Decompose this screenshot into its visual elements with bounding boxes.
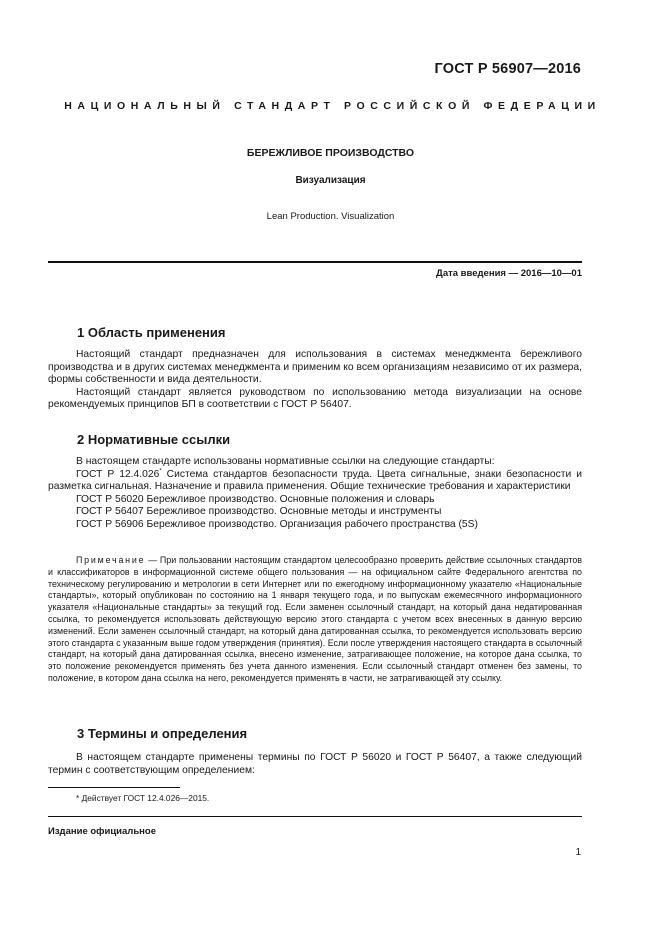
section-1-heading: 1 Область применения [77, 325, 226, 340]
footnote-divider [48, 787, 180, 788]
section-1-paragraph: Настоящий стандарт предназначен для использования в системах менеджмента бережливого производства и в других системах менеджмента и применим ко всем организациям независимо от их размера, формы собственности и вида деятельности. [48, 349, 582, 385]
section-3-heading: 3 Термины и определения [77, 726, 248, 741]
section-2-body [48, 456, 582, 531]
document-subtitle: Визуализация [295, 175, 366, 186]
page-number: 1 [575, 847, 581, 858]
section-1-paragraph: Настоящий стандарт является руководством по использованию метода визуализации на основе рекомендуемых принципов БП в соответствии с ГОСТ Р 56407. [48, 386, 582, 410]
title-divider [48, 261, 582, 263]
reference-item: ГОСТ Р 56407 Бережливое производство. Основные методы и инструменты [76, 506, 442, 517]
note-text: — При пользовании настоящим стандартом целесообразно проверить действие ссылочных стандартов и классификаторов в информационной системе общего пользования — на официальном сайте Федерального агентства по техническому регулированию и метрологии в сети Интернет или по ежегодному информационному указателю «Национальные стандарты», который опубликован по состоянию на 1 января текущего года, и по выпускам ежемесячного информационного указателя «Национальные стандарты» за текущий год. Если заменен ссылочный стандарт, на который дана недатированная ссылка, то рекомендуется использовать действующую версию этого стандарта с учетом всех внесенных в данную версию изменений. Если заменен ссылочный стандарт, на который дана датированная ссылка, то рекомендуется использовать версию этого стандарта с указанным выше годом утверждения (принятия). Если после утверждения настоящего стандарта в ссылочный стандарт, на который дана датированная ссылка, внесено изменение, затрагивающее положение, на которое дана ссылка, то это положение рекомендуется применять без учета данного изменения. Если ссылочный стандарт отменен без замены, то положение, в котором дана ссылка на него, рекомендуется применять в части, не затрагивающей эту ссылку. [48, 555, 582, 683]
english-title: Lean Production. Visualization [266, 211, 395, 222]
reference-item: ГОСТ Р 56906 Бережливое производство. Организация рабочего пространства (5S) [76, 518, 478, 530]
reference-item [48, 469, 582, 494]
reference-item: ГОСТ Р 56020 Бережливое производство. Основные положения и словарь [76, 493, 435, 505]
section-2-heading: 2 Нормативные ссылки [77, 432, 231, 447]
section-3-body [48, 752, 582, 777]
section-1-body [48, 349, 582, 412]
section-2-intro: В настоящем стандарте использованы нормативные ссылки на следующие стандарты: [76, 456, 495, 467]
footer-divider [48, 816, 582, 817]
official-edition-label: Издание официальное [48, 826, 156, 837]
reference-note [48, 555, 582, 685]
document-code: ГОСТ Р 56907—2016 [434, 61, 581, 77]
introduction-date: Дата введения — 2016—10—01 [436, 268, 582, 279]
document-title: БЕРЕЖЛИВОЕ ПРОИЗВОДСТВО [246, 147, 415, 159]
footnote: * Действует ГОСТ 12.4.026—2015. [76, 793, 210, 803]
national-standard-heading: НАЦИОНАЛЬНЫЙ СТАНДАРТ РОССИЙСКОЙ ФЕДЕРАЦИИ [64, 100, 601, 112]
reference-text: Система стандартов безопасности труда. Цвета сигнальные, знаки безопасности и разметка сигнальная. Назначение и правила применения. Общие технические требования и характеристики [48, 468, 583, 492]
footnote-marker: * [159, 468, 162, 475]
reference-code: ГОСТ Р 12.4.026 [76, 468, 160, 480]
section-3-paragraph: В настоящем стандарте применены термины по ГОСТ Р 56020 и ГОСТ Р 56407, а также следующий термин с соответствующим определением: [48, 752, 582, 776]
note-label: Примечание [76, 555, 146, 565]
